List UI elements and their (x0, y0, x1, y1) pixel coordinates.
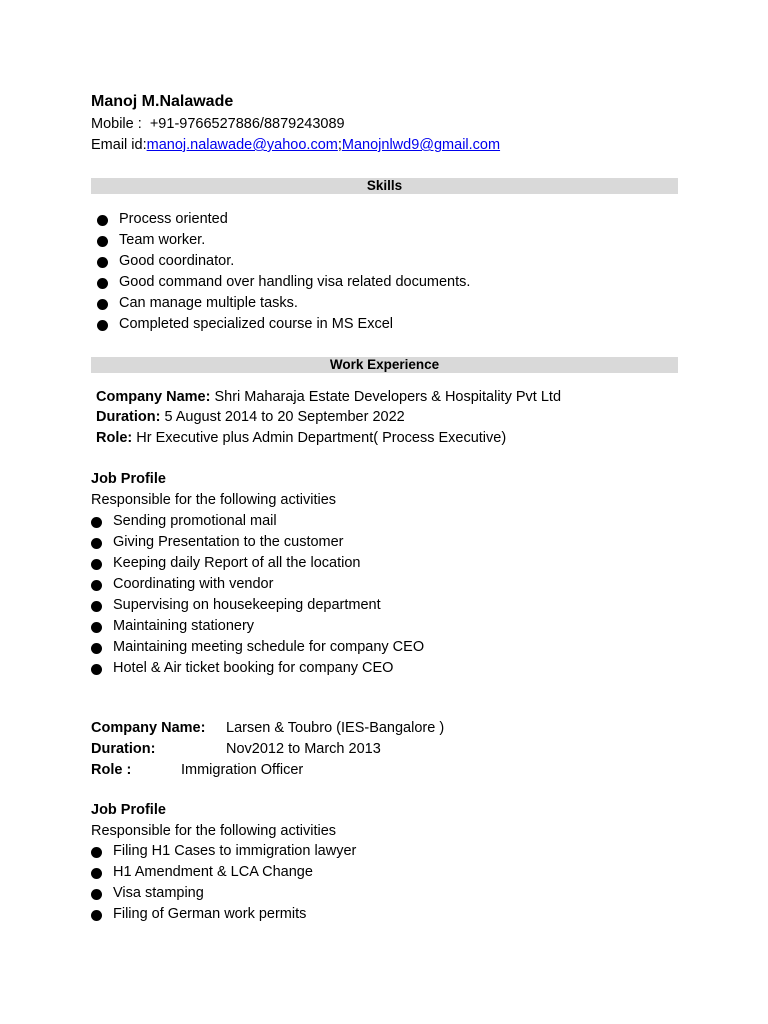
bullet-icon (91, 622, 102, 633)
bullet-icon (91, 601, 102, 612)
job1-company-label: Company Name: (96, 389, 211, 405)
email-label: Email id: (91, 137, 147, 153)
bullet-icon (91, 517, 102, 528)
job2-duration-label: Duration: (91, 741, 156, 757)
list-item-text: Team worker. (119, 232, 206, 248)
email-separator: ; (337, 137, 342, 153)
job1-role: Hr Executive plus Admin Department( Process Executive) (136, 430, 507, 446)
list-item-text: H1 Amendment & LCA Change (113, 864, 313, 880)
list-item-text: Good coordinator. (119, 253, 235, 269)
list-item-text: Filing H1 Cases to immigration lawyer (113, 843, 357, 859)
job2-company-label: Company Name: (91, 720, 206, 736)
bullet-icon (97, 236, 108, 247)
mobile-line (91, 116, 345, 132)
bullet-icon (91, 664, 102, 675)
email-link-yahoo[interactable]: manoj.nalawade@yahoo.com (146, 137, 338, 153)
list-item-text: Visa stamping (113, 885, 204, 901)
list-item-text: Maintaining meeting schedule for company CEO (113, 639, 425, 655)
job2-role-label: Role : (91, 762, 132, 778)
bullet-icon (91, 847, 102, 858)
job2-company-line (91, 720, 205, 736)
job2-role-line (91, 762, 131, 778)
bullet-icon (91, 643, 102, 654)
bullet-icon (97, 299, 108, 310)
bullet-icon (91, 580, 102, 591)
job2-duration: Nov2012 to March 2013 (226, 741, 381, 757)
job2-duration-line (91, 741, 155, 757)
bullet-icon (91, 889, 102, 900)
bullet-icon (97, 257, 108, 268)
list-item-text: Good command over handling visa related documents. (119, 274, 471, 290)
bullet-icon (91, 538, 102, 549)
bullet-icon (97, 320, 108, 331)
skills-heading: Skills (91, 178, 678, 194)
bullet-icon (91, 910, 102, 921)
job1-company: Shri Maharaja Estate Developers & Hospitality Pvt Ltd (214, 389, 562, 405)
job1-role-line (96, 430, 506, 446)
job1-profile-heading: Job Profile (91, 471, 166, 487)
job1-duration-label: Duration: (96, 409, 161, 425)
list-item-text: Coordinating with vendor (113, 576, 274, 592)
candidate-name: Manoj M.Nalawade (91, 93, 234, 110)
mobile-label: Mobile : (91, 116, 142, 132)
mobile-value: +91-9766527886/8879243089 (149, 116, 345, 132)
job1-duration: 5 August 2014 to 20 September 2022 (164, 409, 405, 425)
email-link-gmail[interactable]: Manojnlwd9@gmail.com (341, 137, 501, 153)
bullet-icon (97, 278, 108, 289)
job1-role-label: Role: (96, 430, 133, 446)
list-item-text: Giving Presentation to the customer (113, 534, 344, 550)
bullet-icon (97, 215, 108, 226)
list-item-text: Keeping daily Report of all the location (113, 555, 361, 571)
work-experience-heading: Work Experience (91, 357, 678, 373)
job2-company: Larsen & Toubro (IES-Bangalore ) (226, 720, 445, 736)
list-item-text: Supervising on housekeeping department (113, 597, 381, 613)
job1-duration-line (96, 409, 405, 425)
list-item-text: Sending promotional mail (113, 513, 277, 529)
email-line (91, 137, 500, 153)
list-item-text: Maintaining stationery (113, 618, 255, 634)
job2-profile-intro: Responsible for the following activities (91, 823, 337, 839)
job1-profile-intro: Responsible for the following activities (91, 492, 337, 508)
list-item-text: Hotel & Air ticket booking for company CEO (113, 660, 394, 676)
job2-profile-heading: Job Profile (91, 802, 166, 818)
list-item-text: Filing of German work permits (113, 906, 307, 922)
job2-role: Immigration Officer (181, 762, 304, 778)
job1-company-line (96, 389, 561, 405)
list-item-text: Can manage multiple tasks. (119, 295, 298, 311)
bullet-icon (91, 868, 102, 879)
list-item-text: Completed specialized course in MS Excel (119, 316, 394, 332)
list-item-text: Process oriented (119, 211, 228, 227)
bullet-icon (91, 559, 102, 570)
